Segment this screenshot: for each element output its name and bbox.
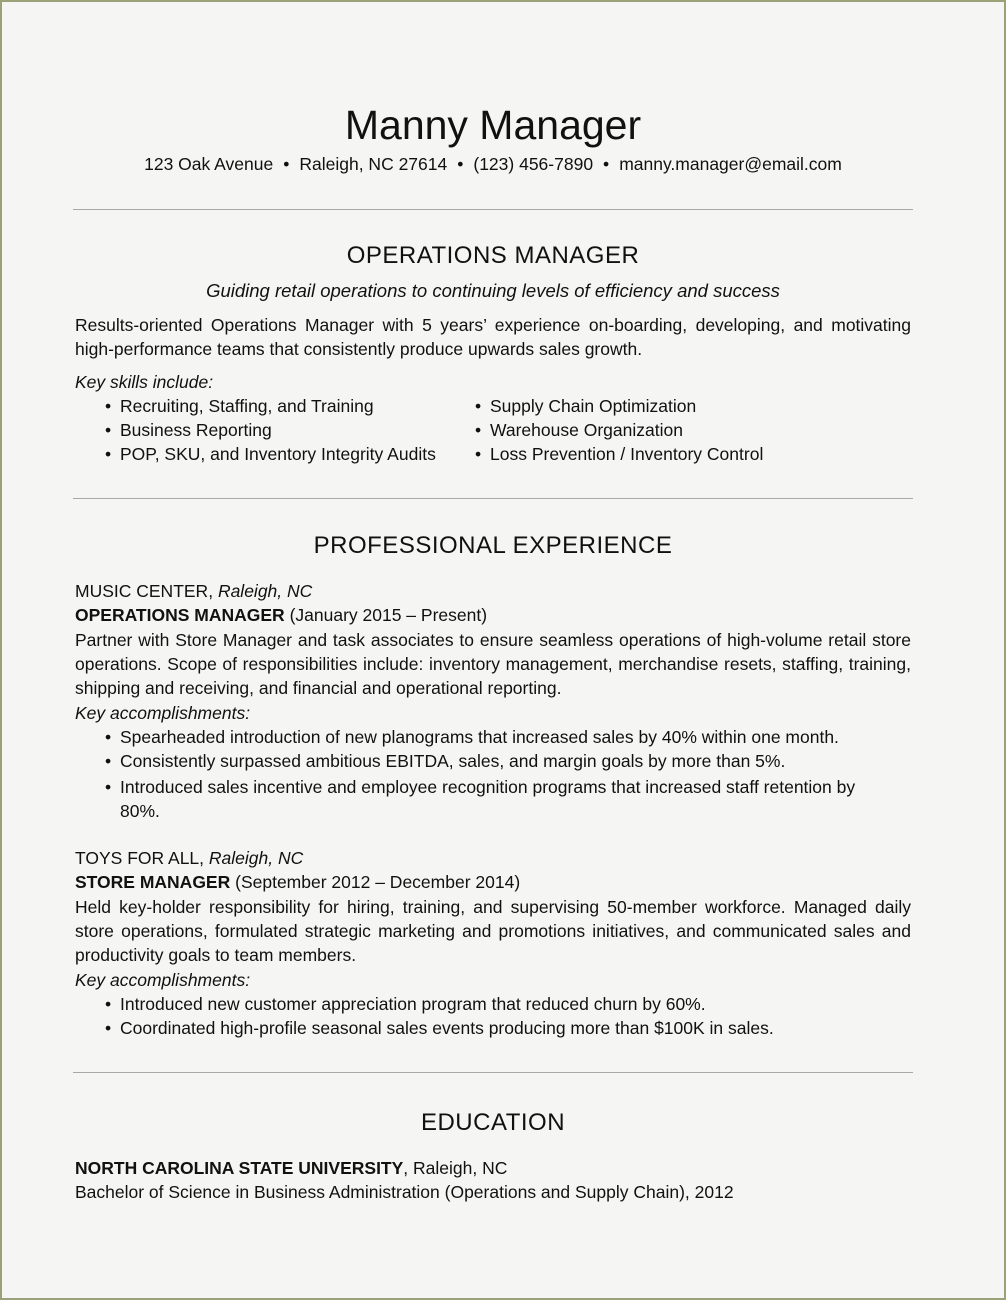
email[interactable]: manny.manager@email.com xyxy=(619,154,842,174)
section-heading-experience: PROFESSIONAL EXPERIENCE xyxy=(313,532,673,559)
skill-item: • Supply Chain Optimization xyxy=(490,396,696,417)
candidate-name: Manny Manager xyxy=(344,102,642,148)
job-employer xyxy=(75,848,303,869)
tagline: Guiding retail operations to continuing levels of efficiency and success xyxy=(206,280,780,301)
phone: (123) 456-7890 xyxy=(473,154,594,174)
skill-item: • Business Reporting xyxy=(120,420,272,441)
job-title-line xyxy=(75,872,520,893)
section-heading-education: EDUCATION xyxy=(420,1109,566,1136)
divider xyxy=(73,1072,913,1073)
contact-line xyxy=(2,154,984,175)
company-name: TOYS FOR ALL, xyxy=(75,848,205,868)
degree: Bachelor of Science in Business Administration (Operations and Supply Chain), 2012 xyxy=(75,1182,734,1202)
accomplishment-item: • Consistently surpassed ambitious EBITDA, sales, and margin goals by more than 5%. xyxy=(120,751,785,772)
skill-item: • Loss Prevention / Inventory Control xyxy=(490,444,763,465)
divider xyxy=(73,498,913,499)
city: Raleigh, NC 27614 xyxy=(299,154,448,174)
section-heading-summary: OPERATIONS MANAGER xyxy=(346,242,640,269)
skill-item: • Warehouse Organization xyxy=(490,420,683,441)
skills-label: Key skills include: xyxy=(75,372,214,392)
address: 123 Oak Avenue xyxy=(144,154,274,174)
job-dates: (January 2015 – Present) xyxy=(289,605,488,625)
accomplishments-label: Key accomplishments: xyxy=(75,970,251,990)
accomplishment-item: • Coordinated high-profile seasonal sales events producing more than $100K in sales. xyxy=(120,1018,774,1039)
school-location: , Raleigh, NC xyxy=(403,1158,508,1178)
skill-item: • POP, SKU, and Inventory Integrity Audits xyxy=(120,444,436,465)
job-description: Partner with Store Manager and task associates to ensure seamless operations of high-volume retail store operations. Scope of responsibilities include: inventory management, merchandise resets, staffing, training, shipping and receiving, and financial and operational reporting. xyxy=(75,630,911,698)
job-dates: (September 2012 – December 2014) xyxy=(235,872,521,892)
separator: • xyxy=(457,154,464,174)
accomplishment-item: • Spearheaded introduction of new planograms that increased sales by 40% within one month. xyxy=(120,727,839,748)
company-location: Raleigh, NC xyxy=(217,581,313,601)
school-name: NORTH CAROLINA STATE UNIVERSITY xyxy=(75,1158,404,1178)
separator: • xyxy=(283,154,290,174)
accomplishment-item: • Introduced sales incentive and employee recognition programs that increased staff retention by 80%. xyxy=(120,775,890,823)
skill-item: • Recruiting, Staffing, and Training xyxy=(120,396,374,417)
company-location: Raleigh, NC xyxy=(208,848,304,868)
job-employer xyxy=(75,581,312,602)
divider xyxy=(73,209,913,210)
accomplishments-label: Key accomplishments: xyxy=(75,703,251,723)
accomplishment-item: • Introduced new customer appreciation program that reduced churn by 60%. xyxy=(120,994,706,1015)
education-school-line xyxy=(75,1158,507,1179)
job-description: Held key-holder responsibility for hiring, training, and supervising 50-member workforce. Managed daily store operations, formulated strategic marketing and promotions initiatives, and communicated sales and productivity goals to team members. xyxy=(75,897,911,965)
job-title: OPERATIONS MANAGER xyxy=(75,605,285,625)
company-name: MUSIC CENTER, xyxy=(75,581,214,601)
separator: • xyxy=(603,154,610,174)
job-title-line xyxy=(75,605,487,626)
job-title: STORE MANAGER xyxy=(75,872,231,892)
summary-text: Results-oriented Operations Manager with 5 years’ experience on-boarding, developing, and motivating high-performance teams that consistently produce upwards sales growth. xyxy=(75,315,911,359)
